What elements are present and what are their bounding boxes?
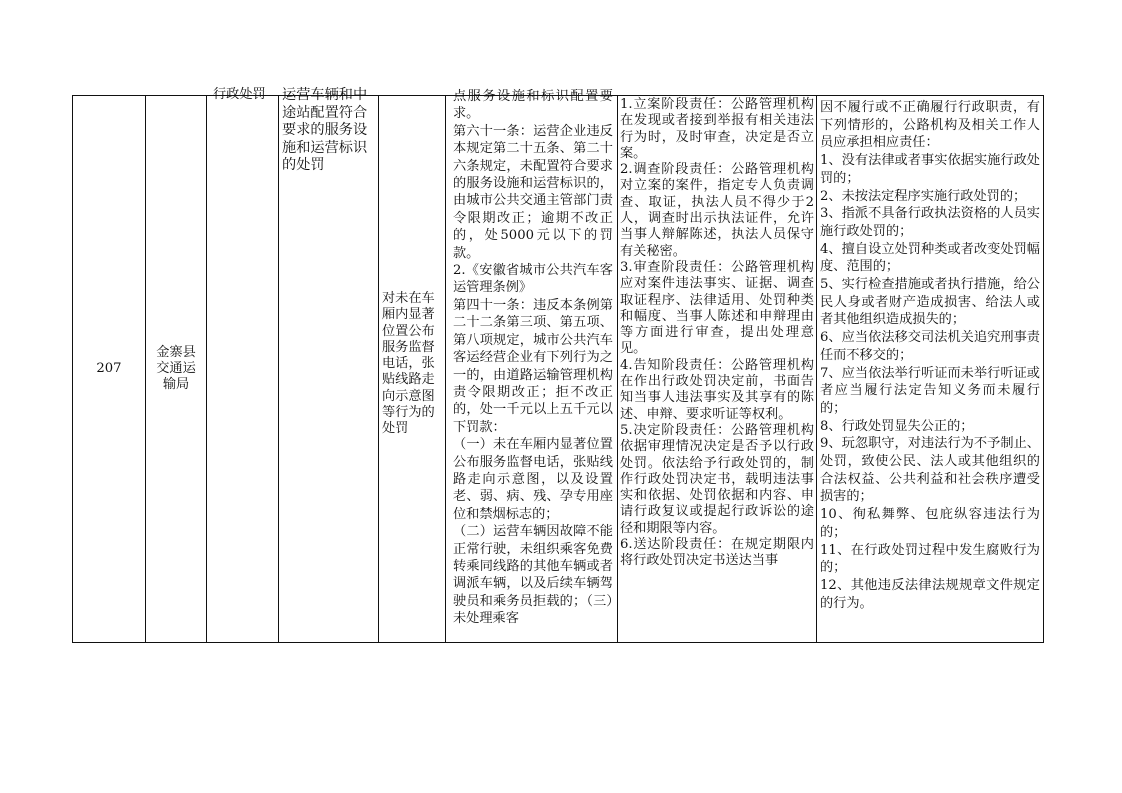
legal-basis-cell [446, 89, 617, 643]
category-cell [207, 87, 278, 643]
accountability-cell [817, 95, 1044, 643]
item-cell [279, 87, 378, 643]
row-number-cell [73, 95, 145, 643]
sub-item-cell [379, 95, 445, 643]
responsibility-cell [618, 95, 816, 643]
legal-basis-text: 点服务设施和标识配置要求。 第六十一条：运营企业违反本规定第二十五条、第二十六条规定，未配置符合要求的服务设施和运营标识的，由城市公共交通主管部门责令限期改正；逾期不改正的，处5000元以下的罚款。 2.《安徽省城市公共汽车客运管理条例》 第四十一条：违反本条例第二十二条第三项、第五项、第八项规定，城市公共汽车客运经营企业有下列行为之一的，由道路运输管理机构责令限期改正；拒不改正的，处一千元以上五千元以下罚款： （一）未在车厢内显著位置公布服务监督电话，张贴线路走向示意图，以及设置老、弱、病、残、孕专用座位和禁烟标志的； （二）运营车辆因故障不能正常行驶，未组织乘客免费转乘同线路的其他车辆或者调派车辆，以及后续车辆驾驶员和乘务员拒载的；（三）未处理乘客 [453, 89, 613, 627]
department-cell [146, 95, 206, 643]
row-number: 207 [96, 360, 122, 376]
department-name: 金寨县交通运输局 [156, 344, 196, 393]
sub-item-text: 对未在车厢内显著位置公布服务监督电话，张贴线路走向示意图等行为的处罚 [382, 291, 435, 437]
item-name: 运营车辆和中途站配置符合要求的服务设施和运营标识的处罚 [282, 87, 368, 174]
accountability-text: 因不履行或不正确履行行政职责，有下列情形的，公路机构及相关工作人员应承担相应责任： 1、没有法律或者事实依据实施行政处罚的； 2、未按法定程序实施行政处罚的； 3、指派不具备行政执法资格的人员实施行政处罚的； 4、擅自设立处罚种类或者改变处罚幅度、范围的； 5、实行检查措施或者执行措施，给公民人身或者财产造成损害、给法人或者其他组织造成损失的； 6、应当依法移交司法机关追究刑事责任而不移交的； 7、应当依法举行听证而未举行听证或者应当履行法定告知义务而未履行的； 8、行政处罚显失公正的； 9、玩忽职守，对违法行为不予制止、处罚，致使公民、法人或其他组织的合法权益、公共利益和社会秩序遭受损害的； 10、徇私舞弊、包庇纵容违法行为的； 11、在行政处罚过程中发生腐败行为的； 12、其他违反法律法规规章文件规定的行为。 [820, 100, 1040, 611]
responsibility-text: 1.立案阶段责任：公路管理机构在发现或者接到举报有相关违法行为时，及时审查，决定是否立案。 2.调查阶段责任：公路管理机构对立案的案件，指定专人负责调查、取证，执法人员不得少于2人，调查时出示执法证件，允许当事人辩解陈述，执法人员保守有关秘密。 3.审查阶段责任：公路管理机构应对案件违法事实、证据、调查取证程序、法律适用、处罚种类和幅度、当事人陈述和申辩理由等方面进行审查，提出处理意见。 4.告知阶段责任：公路管理机构在作出行政处罚决定前，书面告知当事人违法事实及其享有的陈述、申辩、要求听证等权利。 5.决定阶段责任：公路管理机构依据审理情况决定是否予以行政处罚。依法给予行政处罚的，制作行政处罚决定书，载明违法事实和依据、处罚依据和内容、申请行政复议或提起行政诉讼的途径和期限等内容。 6.送达阶段责任：在规定期限内将行政处罚决定书送达当事 [620, 97, 814, 569]
category-text: 行政处罚 [213, 87, 266, 102]
